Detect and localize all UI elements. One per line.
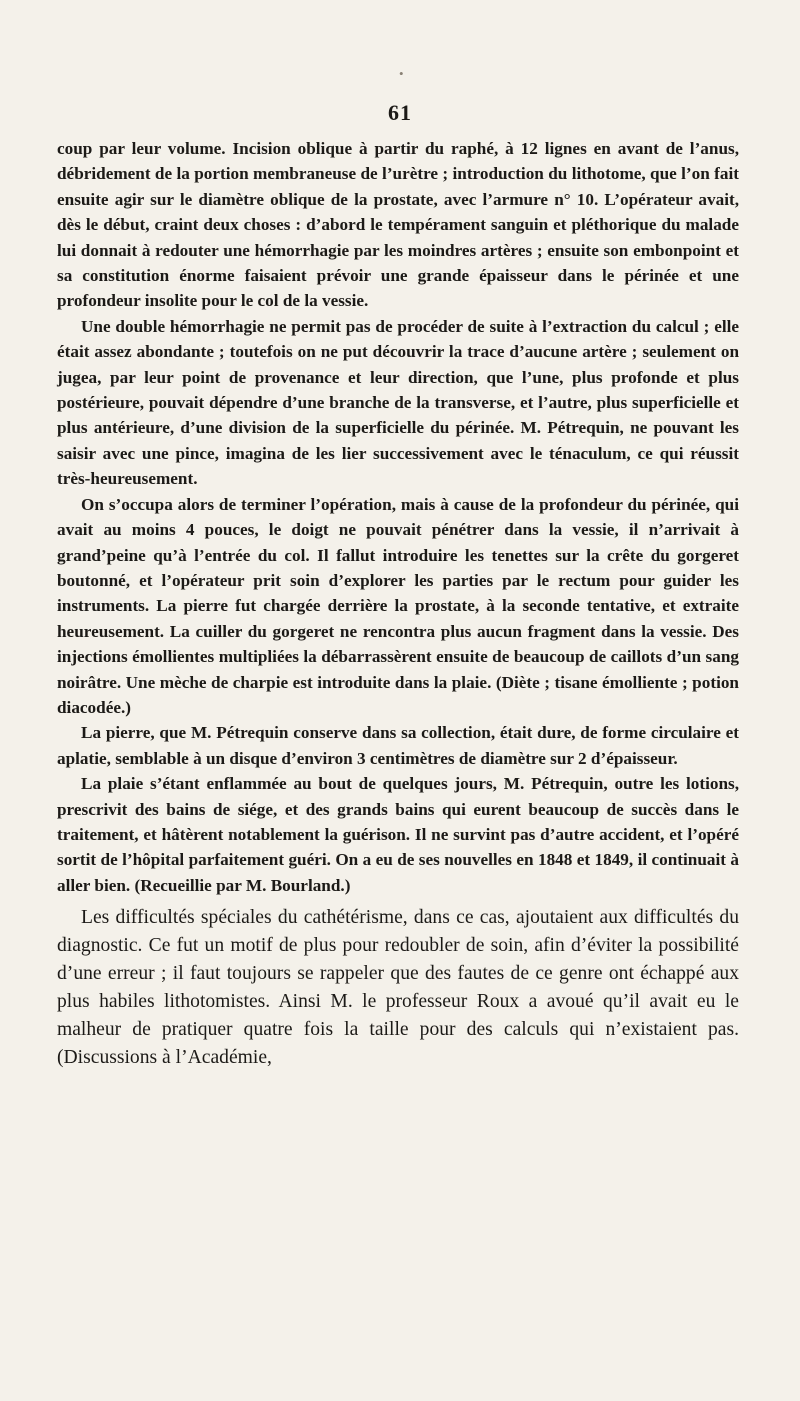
paragraph-6: Les difficultés spéciales du cathétérisme, dans ce cas, ajoutaient aux difficultés du diagnostic. Ce fut un motif de plus pour redoubler de soin, afin d’éviter la possibilité d’une erreur ; il faut toujours se rappeler que des fautes de ce genre ont échappé aux plus habiles lithotomistes. Ainsi M. le professeur Roux a avoué qu’il avait eu le malheur de pratiquer quatre fois la taille pour des calculs qui n’existaient pas. (Discussions à l’Académie, bbox=[57, 907, 739, 1069]
paragraph-3: On s’occupa alors de terminer l’opération, mais à cause de la profondeur du périnée, qui avait au moins 4 pouces, le doigt ne pouvait pénétrer dans la vessie, il n’arrivait à grand’peine qu’à l’entrée du col. Il fallut introduire les tenettes sur la crête du gorgeret boutonné, et l’opérateur prit soin d’explorer les parties par le rectum pour guider les instruments. La pierre fut chargée derrière la prostate, à la seconde tentative, et extraite heureusement. La cuiller du gorgeret ne rencontra plus aucun fragment dans la vessie. Des injections émollientes multipliées la débarrassèrent ensuite de beaucoup de caillots d’un sang noirâtre. Une mèche de charpie est introduite dans la plaie. (Diète ; tisane émolliente ; potion diacodée.) bbox=[57, 494, 739, 717]
page-mark: • bbox=[399, 66, 404, 81]
paragraph-5: La plaie s’étant enflammée au bout de quelques jours, M. Pétrequin, outre les lotions, prescrivit des bains de siége, et des grands bains qui eurent beaucoup de succès dans le traitement, et hâtèrent notablement la guérison. Il ne survint pas d’autre accident, et l’opéré sortit de l’hôpital parfaitement guéri. On a eu de ses nouvelles en 1848 et 1849, il continuait à aller bien. (Recueillie par M. Bourland.) bbox=[57, 774, 739, 895]
page-number: 61 bbox=[388, 100, 412, 125]
paragraph-1: coup par leur volume. Incision oblique à partir du raphé, à 12 lignes en avant de l’anus, débridement de la portion membraneuse de l’urètre ; introduction du lithotome, que l’on fait ensuite agir sur le diamètre oblique de la prostate, avec l’armure n° 10. L’opérateur avait, dès le début, craint deux choses : d’abord le tempérament sanguin et pléthorique du malade lui donnait à redouter une hémorrhagie par les moindres artères ; ensuite son embonpoint et sa constitution énorme faisaient prévoir une grande épaisseur dans le périnée et une profondeur insolite pour le col de la vessie. bbox=[57, 139, 739, 311]
body-text bbox=[57, 136, 739, 1072]
paragraph-2: Une double hémorrhagie ne permit pas de procéder de suite à l’extraction du calcul ; elle était assez abondante ; toutefois on ne put découvrir la trace d’aucune artère ; seulement on jugea, par leur point de provenance et leur direction, que l’une, plus profonde et plus postérieure, pouvait dépendre d’une branche de la transverse, et l’autre, plus superficielle et plus antérieure, d’une division de la superficielle du périnée. M. Pétrequin, ne pouvant les saisir avec une pince, imagina de les lier successivement avec le ténaculum, ce qui réussit très-heureusement. bbox=[57, 316, 739, 489]
paragraph-4: La pierre, que M. Pétrequin conserve dans sa collection, était dure, de forme circulaire et aplatie, semblable à un disque d’environ 3 centimètres de diamètre sur 2 d’épaisseur. bbox=[57, 723, 739, 768]
